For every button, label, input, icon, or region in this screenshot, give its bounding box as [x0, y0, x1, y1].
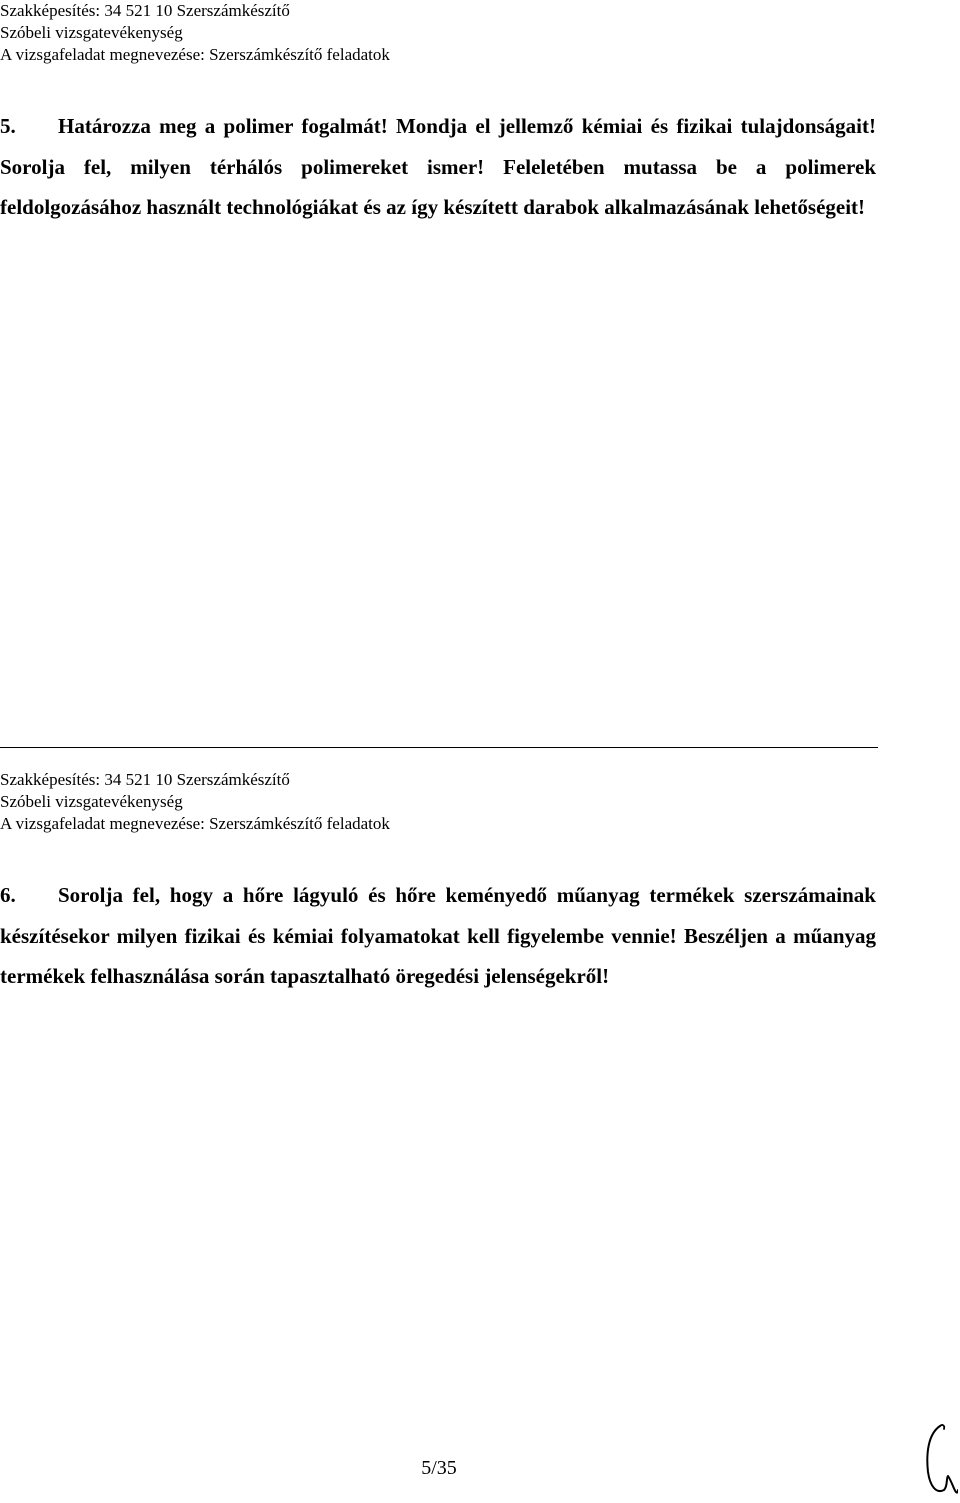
header-activity: Szóbeli vizsgatevékenység — [0, 23, 183, 42]
task-number: 5. — [0, 114, 16, 138]
header-qualification: Szakképesítés: 34 521 10 Szerszámkészítő — [0, 770, 290, 789]
task-item — [0, 106, 876, 228]
task-item — [0, 875, 876, 997]
task-text: Határozza meg a polimer fogalmát! Mondja el jellemző kémiai és fizikai tulajdonságait! Sorolja fel, milyen térhálós polimereket ismer! Feleletében mutassa be a polimerek feldolgozásához használt technológiákat és az így készített darabok alkalmazásának lehetőségeit! — [0, 114, 876, 219]
page-number: 5/35 — [421, 1457, 457, 1479]
page-header-repeat — [0, 769, 390, 835]
task-number: 6. — [0, 883, 16, 907]
header-activity: Szóbeli vizsgatevékenység — [0, 792, 183, 811]
signature-mark — [918, 1420, 958, 1500]
page-divider — [0, 747, 878, 748]
header-task-name: A vizsgafeladat megnevezése: Szerszámkészítő feladatok — [0, 814, 390, 833]
page-header — [0, 0, 390, 66]
header-qualification: Szakképesítés: 34 521 10 Szerszámkészítő — [0, 1, 290, 20]
task-text: Sorolja fel, hogy a hőre lágyuló és hőre keményedő műanyag termékek szerszámainak készítésekor milyen fizikai és kémiai folyamatokat kell figyelembe vennie! Beszéljen a műanyag termékek felhasználása során tapasztalható öregedési jelenségekről! — [0, 883, 876, 988]
header-task-name: A vizsgafeladat megnevezése: Szerszámkészítő feladatok — [0, 45, 390, 64]
